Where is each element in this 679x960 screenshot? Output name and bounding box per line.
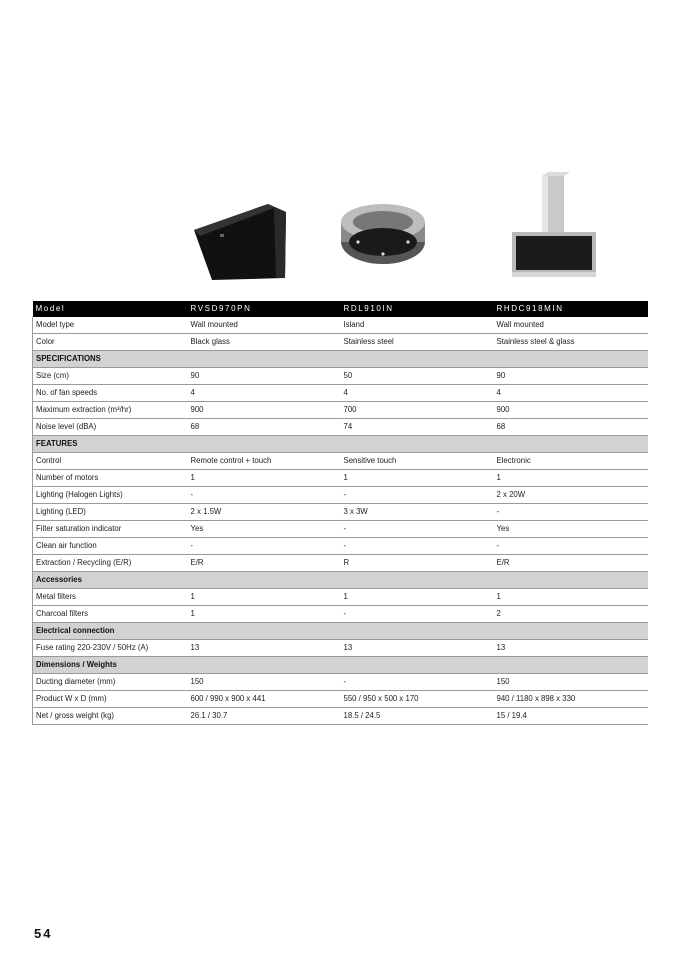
table-cell: 13 (188, 640, 341, 657)
table-row (33, 640, 648, 657)
model-header-row (33, 301, 648, 317)
section-row (33, 657, 648, 674)
table-cell: 550 / 950 x 500 x 170 (341, 691, 494, 708)
table-cell: 15 / 19.4 (494, 708, 648, 725)
table-cell: 50 (341, 368, 494, 385)
table-row (33, 453, 648, 470)
table-cell: Island (341, 317, 494, 334)
header-cell: Model (33, 301, 188, 317)
row-label: Product W x D (mm) (33, 691, 188, 708)
row-label: Noise level (dBA) (33, 419, 188, 436)
table-cell: 700 (341, 402, 494, 419)
table-cell: 2 x 20W (494, 487, 648, 504)
section-row (33, 351, 648, 368)
table-cell: 1 (494, 470, 648, 487)
section-row (33, 572, 648, 589)
row-label: Maximum extraction (m³/hr) (33, 402, 188, 419)
table-cell: 90 (494, 368, 648, 385)
table-row (33, 368, 648, 385)
table-cell: 4 (494, 385, 648, 402)
table-row (33, 708, 648, 725)
table-cell: 940 / 1180 x 898 x 330 (494, 691, 648, 708)
table-cell: Wall mounted (494, 317, 648, 334)
table-row (33, 470, 648, 487)
row-label: Color (33, 334, 188, 351)
table-cell: 4 (341, 385, 494, 402)
table-row (33, 521, 648, 538)
table-cell: 1 (341, 470, 494, 487)
table-cell: 1 (341, 589, 494, 606)
table-cell: 68 (494, 419, 648, 436)
table-row (33, 538, 648, 555)
table-cell: 900 (188, 402, 341, 419)
row-label: Fuse rating 220-230V / 50Hz (A) (33, 640, 188, 657)
header-cell: RDL910IN (341, 301, 494, 317)
table-cell: 1 (494, 589, 648, 606)
section-label: SPECIFICATIONS (33, 351, 648, 368)
table-row (33, 317, 648, 334)
product-images (0, 170, 679, 290)
row-label: Model type (33, 317, 188, 334)
table-row (33, 555, 648, 572)
table-cell: - (494, 538, 648, 555)
table-cell: Stainless steel & glass (494, 334, 648, 351)
row-label: Metal filters (33, 589, 188, 606)
table-cell: Electronic (494, 453, 648, 470)
table-cell: - (341, 538, 494, 555)
section-label: Dimensions / Weights (33, 657, 648, 674)
table-cell: 18.5 / 24.5 (341, 708, 494, 725)
section-label: Accessories (33, 572, 648, 589)
row-label: Net / gross weight (kg) (33, 708, 188, 725)
hood-rhdc918min-image (508, 170, 598, 282)
table-cell: 1 (188, 470, 341, 487)
table-cell: 13 (494, 640, 648, 657)
table-row (33, 402, 648, 419)
table-cell: E/R (494, 555, 648, 572)
table-row (33, 674, 648, 691)
table-cell: Stainless steel (341, 334, 494, 351)
table-row (33, 606, 648, 623)
table-cell: - (341, 521, 494, 538)
table-cell: 600 / 990 x 900 x 441 (188, 691, 341, 708)
row-label: Lighting (Halogen Lights) (33, 487, 188, 504)
table-cell: 90 (188, 368, 341, 385)
table-cell: 900 (494, 402, 648, 419)
section-row (33, 623, 648, 640)
table-row (33, 385, 648, 402)
table-row (33, 691, 648, 708)
row-label: Extraction / Recycling (E/R) (33, 555, 188, 572)
table-cell: 68 (188, 419, 341, 436)
row-label: Filter saturation indicator (33, 521, 188, 538)
section-label: FEATURES (33, 436, 648, 453)
table-cell: E/R (188, 555, 341, 572)
table-row (33, 487, 648, 504)
row-label: Size (cm) (33, 368, 188, 385)
row-label: Ducting diameter (mm) (33, 674, 188, 691)
table-row (33, 334, 648, 351)
table-row (33, 504, 648, 521)
table-cell: 26.1 / 30.7 (188, 708, 341, 725)
row-label: Number of motors (33, 470, 188, 487)
table-cell: - (188, 538, 341, 555)
row-label: No. of fan speeds (33, 385, 188, 402)
table-cell: 150 (188, 674, 341, 691)
table-cell: Yes (188, 521, 341, 538)
header-cell: RVSD970PN (188, 301, 341, 317)
table-cell: - (341, 674, 494, 691)
row-label: Lighting (LED) (33, 504, 188, 521)
table-cell: R (341, 555, 494, 572)
table-cell: Wall mounted (188, 317, 341, 334)
table-cell: - (341, 487, 494, 504)
table-cell: 2 (494, 606, 648, 623)
table-cell: Remote control + touch (188, 453, 341, 470)
hood-rvsd970pn-image (190, 192, 290, 282)
table-row (33, 419, 648, 436)
table-cell: 1 (188, 589, 341, 606)
section-label: Electrical connection (33, 623, 648, 640)
page-number: 54 (34, 926, 53, 941)
header-cell: RHDC918MIN (494, 301, 648, 317)
table-cell: 74 (341, 419, 494, 436)
specifications-table (32, 301, 648, 725)
table-cell: 13 (341, 640, 494, 657)
table-cell: - (341, 606, 494, 623)
table-cell: 1 (188, 606, 341, 623)
section-row (33, 436, 648, 453)
table-row (33, 589, 648, 606)
row-label: Clean air function (33, 538, 188, 555)
table-cell: 3 x 3W (341, 504, 494, 521)
hood-rdl910in-image (338, 200, 428, 270)
table-cell: 150 (494, 674, 648, 691)
table-cell: Sensitive touch (341, 453, 494, 470)
table-cell: 4 (188, 385, 341, 402)
table-cell: - (188, 487, 341, 504)
row-label: Control (33, 453, 188, 470)
table-cell: - (494, 504, 648, 521)
table-cell: Black glass (188, 334, 341, 351)
table-cell: Yes (494, 521, 648, 538)
table-cell: 2 x 1.5W (188, 504, 341, 521)
row-label: Charcoal filters (33, 606, 188, 623)
